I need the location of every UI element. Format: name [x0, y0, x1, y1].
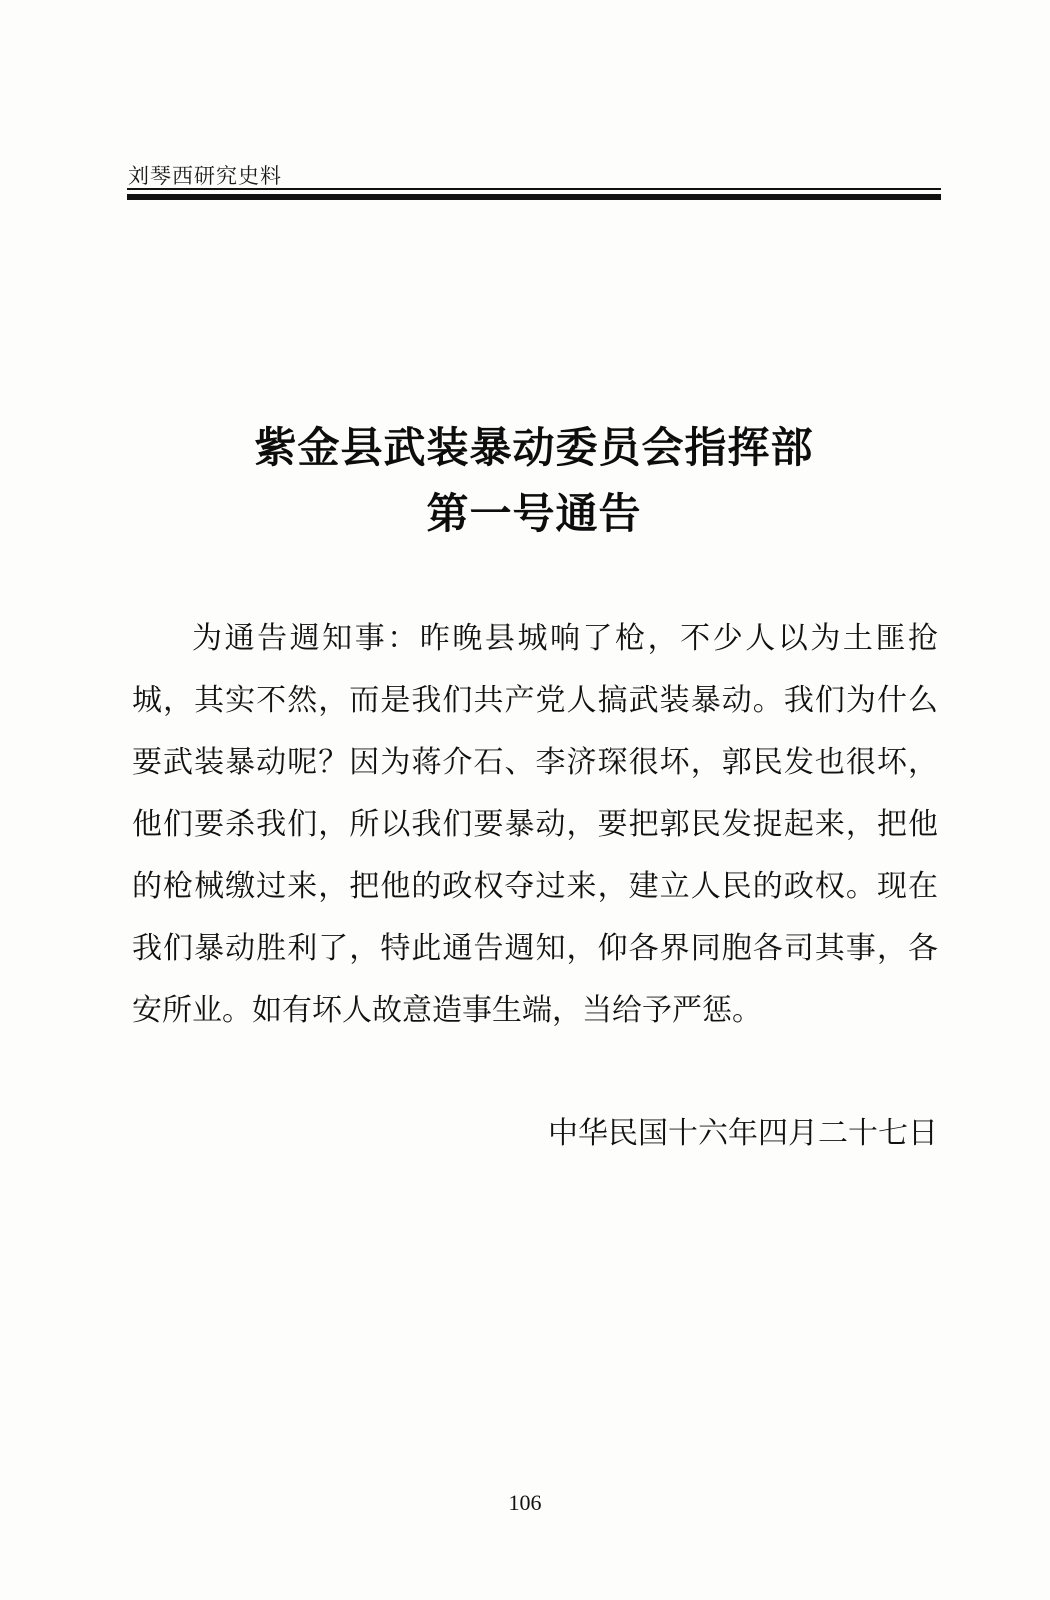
title-line-2: 第一号通告 [426, 489, 642, 538]
document-title [127, 415, 941, 547]
header-rule-thick [127, 194, 941, 200]
running-header: 刘琴西研究史料 [128, 164, 282, 188]
date-line: 中华民国十六年四月二十七日 [548, 1116, 938, 1151]
header-rule-thin [127, 188, 941, 190]
page-number: 106 [508, 1490, 542, 1515]
title-line-1: 紫金县武装暴动委员会指挥部 [254, 423, 814, 472]
body-paragraph: 为通告週知事：昨晚县城响了枪，不少人以为土匪抢城，其实不然，而是我们共产党人搞武装暴动。我们为什么要武装暴动呢？因为蒋介石、李济琛很坏，郭民发也很坏，他们要杀我们，所以我们要暴动，要把郭民发捉起来，把他的枪械缴过来，把他的政权夺过来，建立人民的政权。现在我们暴动胜利了，特此通告週知，仰各界同胞各司其事，各安所业。如有坏人故意造事生端，当给予严惩。 [132, 621, 938, 1028]
